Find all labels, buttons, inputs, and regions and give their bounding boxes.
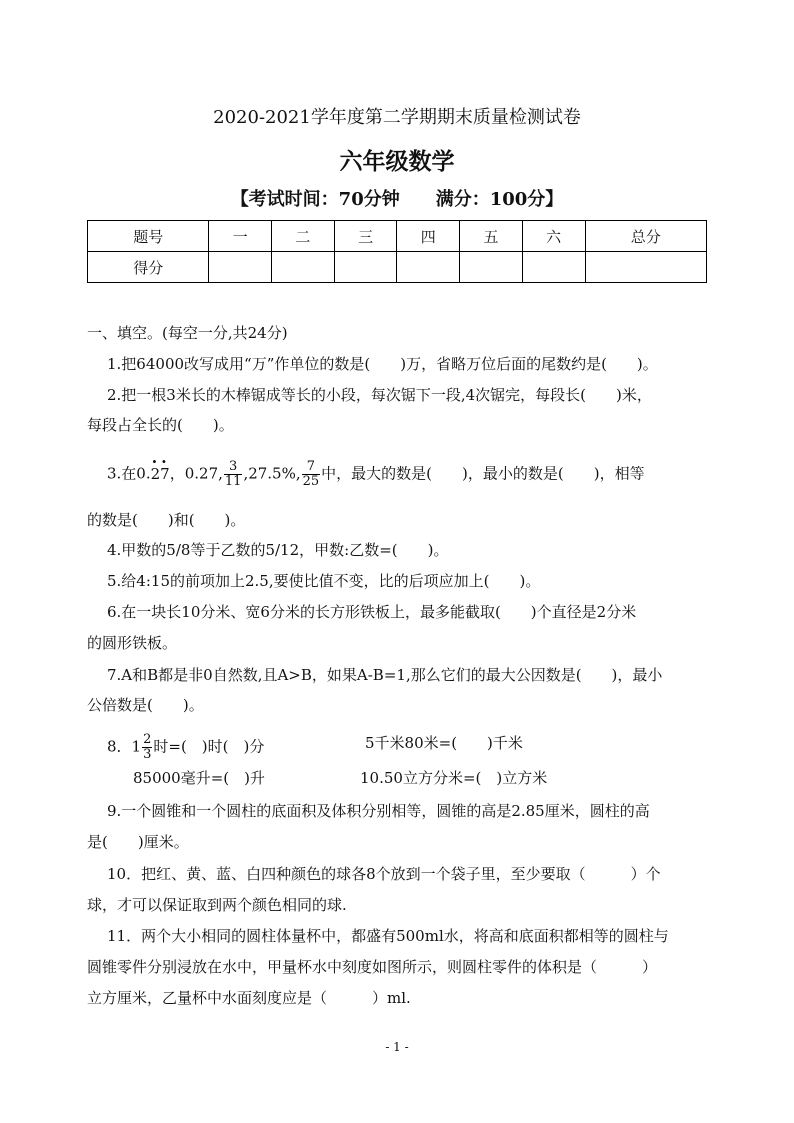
q8-part-c: 85000毫升=( )升 (133, 769, 265, 787)
score-input-cell[interactable] (460, 252, 523, 283)
question-3-line-1 (107, 460, 645, 489)
question-7-line-1: 7.A和B都是非0自然数,且A>B，如果A-B=1,那么它们的最大公因数是( )，最小 (107, 666, 663, 684)
score-cell: 二 (272, 221, 335, 252)
question-9-line-2: 是( )厘米。 (87, 833, 189, 851)
question-11-line-1: 11．两个大小相同的圆柱体量杯中，都盛有500ml水，将高和底面积都相等的圆柱与 (107, 927, 669, 945)
q8-number: 8． (107, 737, 132, 756)
question-10-line-2: 球，才可以保证取到两个颜色相同的球. (87, 896, 347, 914)
question-4: 4.甲数的5/8等于乙数的5/12，甲数:乙数=( )。 (107, 541, 449, 559)
score-cell: 三 (334, 221, 397, 252)
q3-text: ,27.5%, (243, 464, 301, 483)
fraction-numerator: 7 (302, 460, 321, 475)
question-9-line-1: 9.一个圆锥和一个圆柱的底面积及体积分别相等，圆锥的高是2.85厘米，圆柱的高 (107, 802, 650, 820)
fraction (302, 460, 321, 489)
question-2-line-1: 2.把一根3米长的木棒锯成等长的小段，每次锯下一段,4次锯完，每段长( )米， (107, 386, 652, 404)
fraction (224, 460, 243, 489)
fraction-numerator: 3 (224, 460, 243, 475)
score-input-cell[interactable] (397, 252, 460, 283)
question-1: 1.把64000改写成用“万”作单位的数是( )万，省略万位后面的尾数约是( )。 (107, 355, 658, 373)
fraction-numerator: 2 (143, 732, 152, 747)
score-input-cell[interactable] (334, 252, 397, 283)
score-cell: 题号 (88, 221, 209, 252)
score-table (87, 220, 707, 283)
exam-header-title: 2020-2021学年度第二学期期末质量检测试卷 (213, 107, 581, 128)
repeating-digit: · 7 (160, 464, 170, 484)
fraction-denominator: 25 (302, 474, 320, 489)
score-cell: 总分 (585, 221, 706, 252)
question-11-line-2: 圆锥零件分别浸放在水中，甲量杯水中刻度如图所示，则圆柱零件的体积是（ ） (87, 958, 658, 976)
score-cell: 六 (522, 221, 585, 252)
question-2-line-2: 每段占全长的( )。 (87, 416, 234, 434)
exam-info: 【考试时间：70分钟 满分：100分】 (230, 189, 564, 210)
repeating-digit: · 2 (151, 464, 161, 484)
q3-text: 中，最大的数是( )，最小的数是( )，相等 (321, 464, 645, 483)
q3-text: ，0.27, (169, 464, 223, 483)
question-10-line-1: 10．把红、黄、蓝、白四种颜色的球各8个放到一个袋子里，至少要取（ ）个 (107, 865, 661, 883)
section-heading: 一、填空。(每空一分,共24分) (87, 324, 288, 342)
question-8-line-1 (107, 733, 264, 762)
score-input-cell[interactable] (585, 252, 706, 283)
score-cell: 得分 (88, 252, 209, 283)
question-11-line-3: 立方厘米，乙量杯中水面刻度应是（ ）ml. (87, 989, 411, 1007)
fraction-denominator: 11 (224, 474, 242, 489)
score-cell: 四 (397, 221, 460, 252)
score-table-score-row (88, 252, 707, 283)
question-7-line-2: 公倍数是( )。 (87, 696, 204, 714)
score-input-cell[interactable] (209, 252, 272, 283)
q8-part-b: 5千米80米=( )千米 (365, 734, 523, 752)
score-table-header-row (88, 221, 707, 252)
fraction-denominator: 3 (143, 747, 152, 762)
fraction (142, 733, 152, 762)
mixed-number-whole: 1 (131, 737, 142, 756)
q8-part-d: 10.50立方分米=( )立方米 (360, 769, 548, 787)
q8-part-a: 时=( )时( )分 (153, 737, 265, 756)
score-input-cell[interactable] (272, 252, 335, 283)
question-3-line-2: 的数是( )和( )。 (87, 511, 246, 529)
question-5: 5.给4:15的前项加上2.5,要使比值不变，比的后项应加上( )。 (107, 572, 541, 590)
subject-title: 六年级数学 (339, 148, 455, 175)
q3-text: 3.在0. (107, 464, 151, 483)
question-6-line-1: 6.在一块长10分米、宽6分米的长方形铁板上，最多能截取( )个直径是2分米 (107, 603, 637, 621)
question-6-line-2: 的圆形铁板。 (87, 634, 178, 652)
score-cell: 一 (209, 221, 272, 252)
score-input-cell[interactable] (522, 252, 585, 283)
page-number: - 1 - (385, 1040, 409, 1054)
score-cell: 五 (460, 221, 523, 252)
